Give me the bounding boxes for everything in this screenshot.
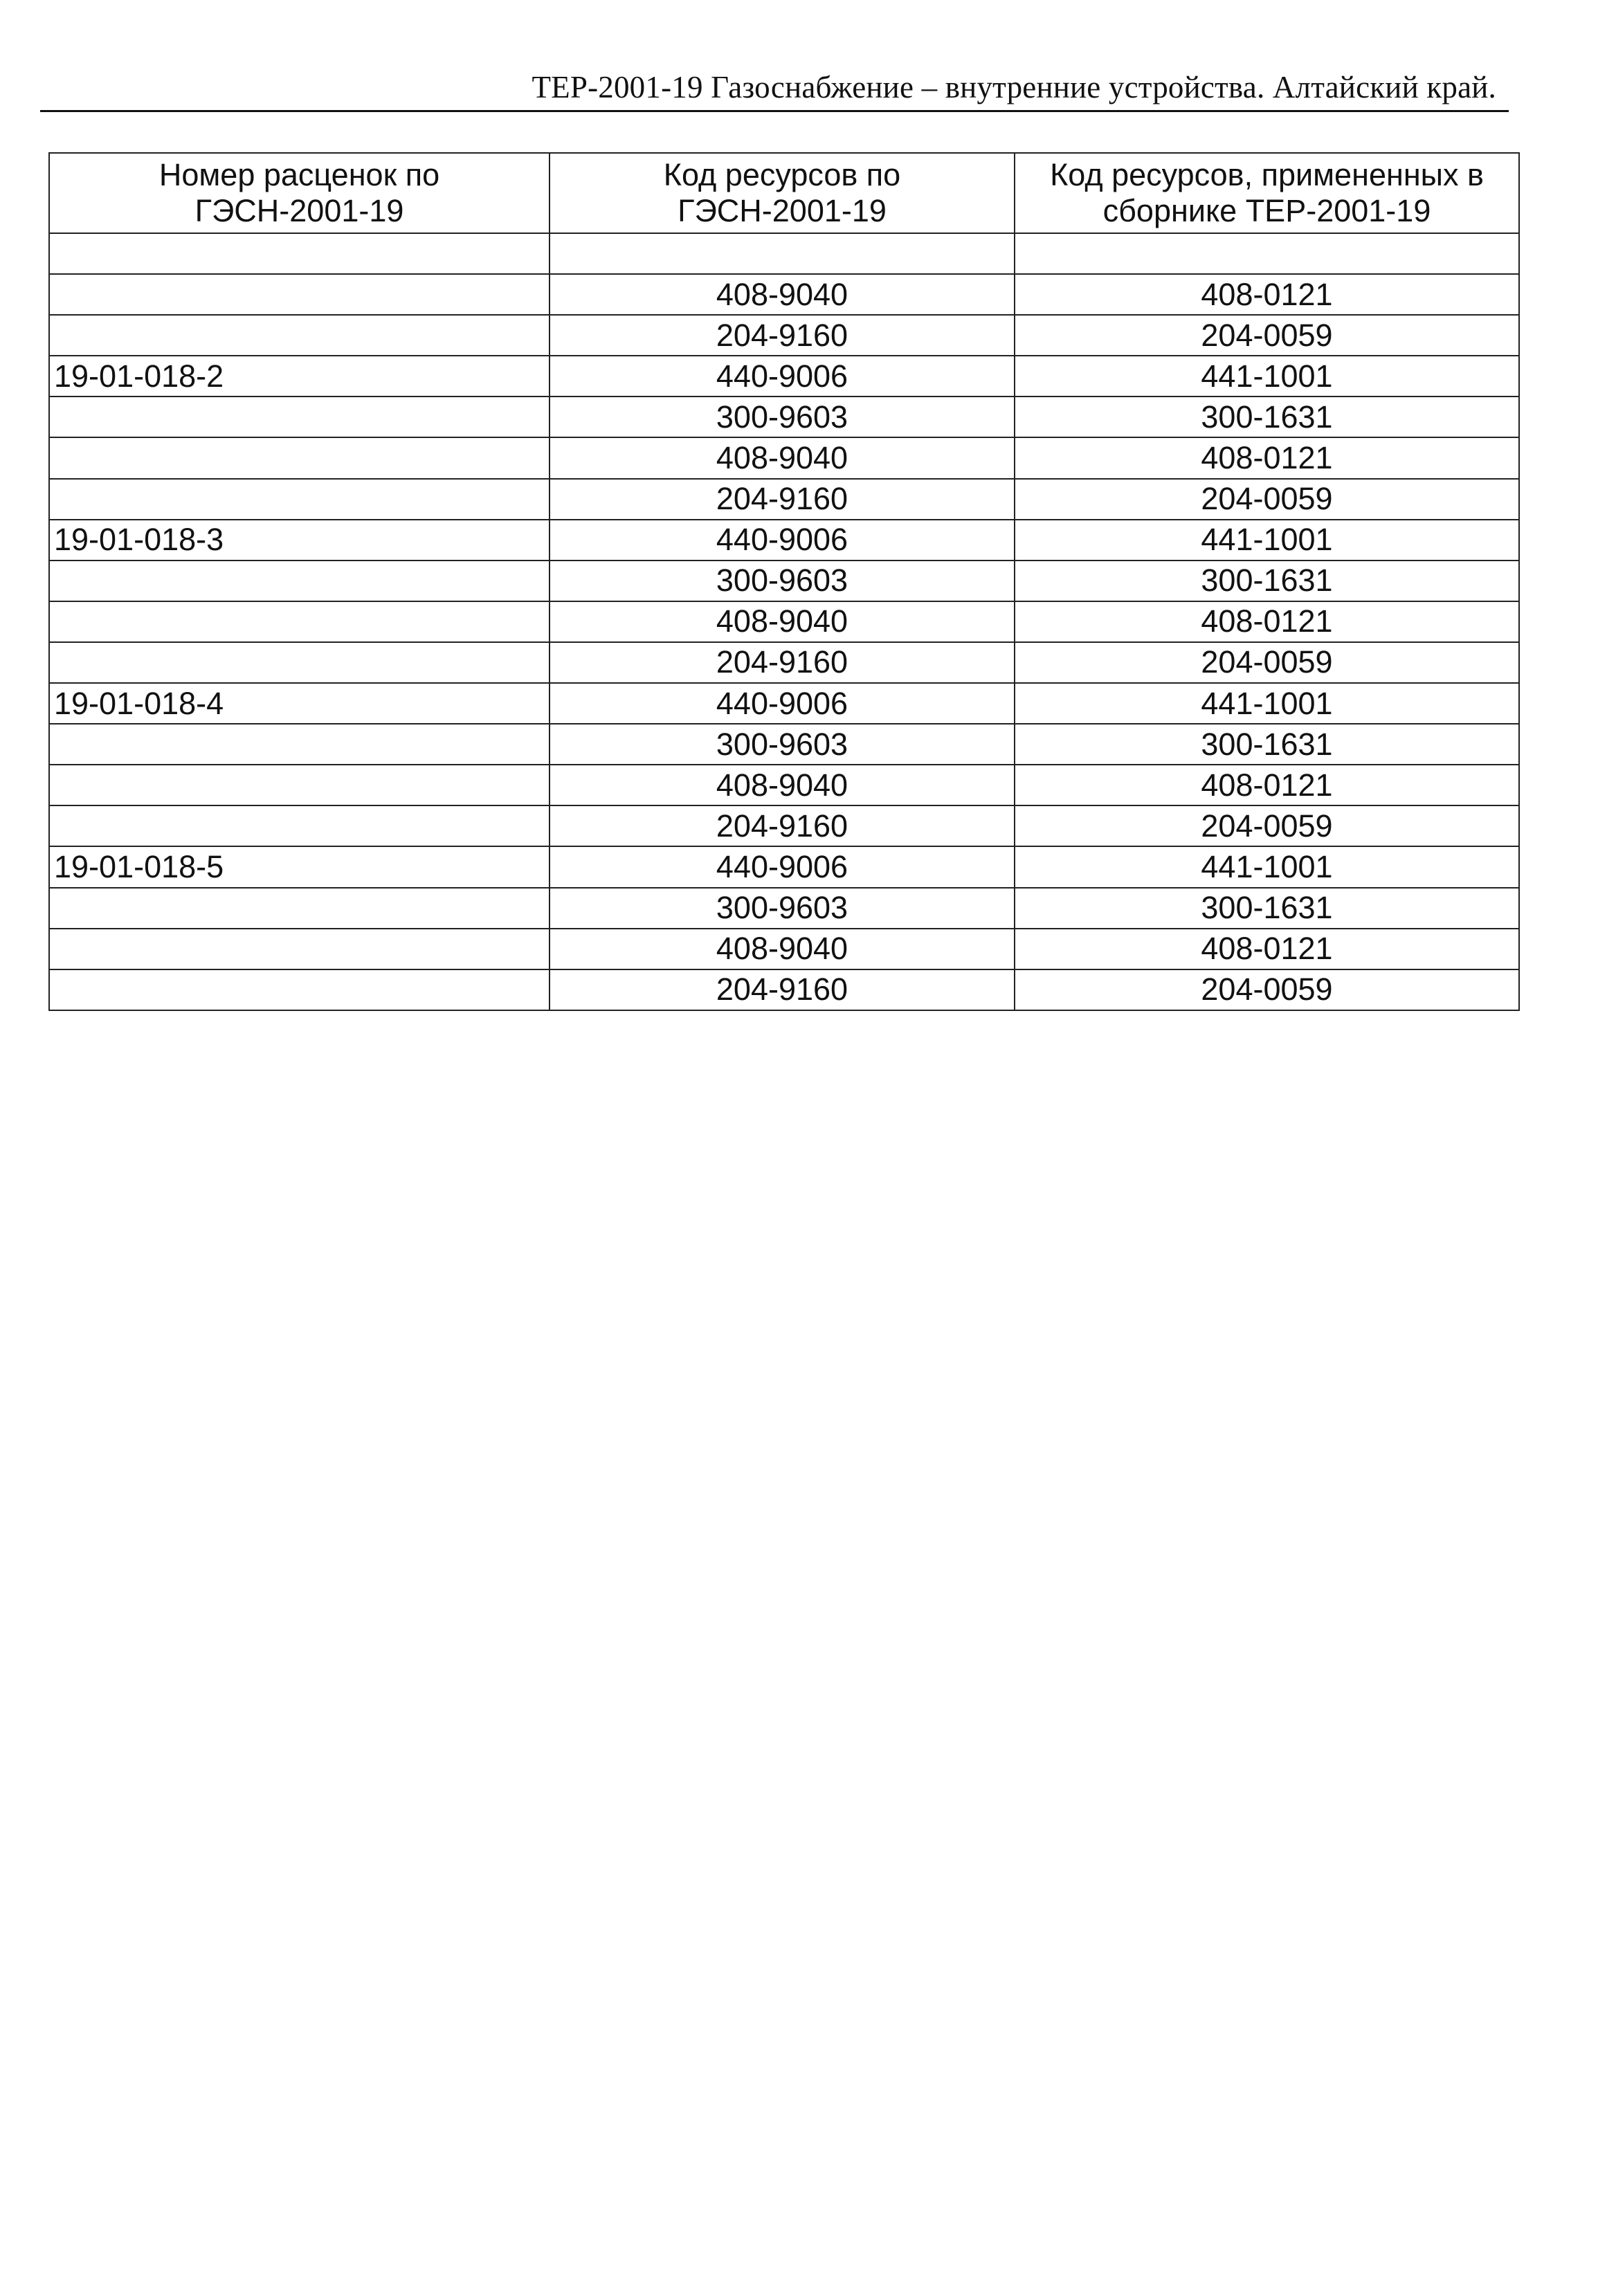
- ter-code-cell: 204-0059: [1015, 479, 1519, 520]
- column-header-line: ГЭСН-2001-19: [194, 193, 404, 228]
- column-header-ter-code: [1015, 153, 1519, 233]
- rate-number-cell: [49, 929, 550, 969]
- ter-code-cell: 300-1631: [1015, 561, 1519, 601]
- gesn-code-cell: 408-9040: [550, 437, 1015, 478]
- gesn-code-cell: 300-9603: [550, 888, 1015, 929]
- table-row: [49, 437, 1519, 478]
- ter-code-cell: 441-1001: [1015, 683, 1519, 724]
- gesn-code-cell: 440-9006: [550, 683, 1015, 724]
- column-header-line: ГЭСН-2001-19: [678, 193, 887, 228]
- table-row: [49, 520, 1519, 561]
- rate-number-cell: [49, 805, 550, 846]
- gesn-code-cell: 440-9006: [550, 356, 1015, 397]
- table-row: [49, 561, 1519, 601]
- table-header-row: [49, 153, 1519, 233]
- gesn-code-cell: 300-9603: [550, 397, 1015, 437]
- gesn-code-cell: [550, 233, 1015, 274]
- ter-code-cell: 204-0059: [1015, 969, 1519, 1010]
- ter-code-cell: 204-0059: [1015, 642, 1519, 683]
- rate-number-cell: [49, 397, 550, 437]
- table-row: [49, 724, 1519, 765]
- rate-number-cell: 19-01-018-2: [49, 356, 550, 397]
- table-row: [49, 683, 1519, 724]
- rate-number-cell: [49, 888, 550, 929]
- table-row: [49, 233, 1519, 274]
- ter-code-cell: 300-1631: [1015, 888, 1519, 929]
- ter-code-cell: 441-1001: [1015, 520, 1519, 561]
- table-row: [49, 765, 1519, 805]
- rate-number-cell: [49, 479, 550, 520]
- table-row: [49, 315, 1519, 356]
- column-header-line: Номер расценок по: [158, 157, 440, 192]
- ter-code-cell: 300-1631: [1015, 724, 1519, 765]
- gesn-code-cell: 204-9160: [550, 805, 1015, 846]
- ter-code-cell: 441-1001: [1015, 846, 1519, 887]
- column-header-rate-number: [49, 153, 550, 233]
- rate-number-cell: [49, 724, 550, 765]
- resource-codes-table: [48, 152, 1520, 1011]
- ter-code-cell: 408-0121: [1015, 765, 1519, 805]
- column-header-line: Код ресурсов, примененных в: [1050, 157, 1484, 192]
- gesn-code-cell: 300-9603: [550, 724, 1015, 765]
- table-row: [49, 601, 1519, 642]
- rate-number-cell: 19-01-018-4: [49, 683, 550, 724]
- table-row: [49, 805, 1519, 846]
- ter-code-cell: 408-0121: [1015, 437, 1519, 478]
- gesn-code-cell: 300-9603: [550, 561, 1015, 601]
- gesn-code-cell: 440-9006: [550, 520, 1015, 561]
- table-row: [49, 397, 1519, 437]
- table-row: [49, 929, 1519, 969]
- rate-number-cell: 19-01-018-3: [49, 520, 550, 561]
- rate-number-cell: [49, 969, 550, 1010]
- gesn-code-cell: 204-9160: [550, 315, 1015, 356]
- ter-code-cell: 300-1631: [1015, 397, 1519, 437]
- ter-code-cell: 441-1001: [1015, 356, 1519, 397]
- page-title: ТЕР-2001-19 Газоснабжение – внутренние устройства. Алтайский край.: [532, 70, 1496, 104]
- rate-number-cell: [49, 437, 550, 478]
- rate-number-cell: [49, 642, 550, 683]
- gesn-code-cell: 440-9006: [550, 846, 1015, 887]
- rate-number-cell: 19-01-018-5: [49, 846, 550, 887]
- column-header-line: Код ресурсов по: [663, 157, 901, 192]
- ter-code-cell: 408-0121: [1015, 601, 1519, 642]
- table-row: [49, 642, 1519, 683]
- gesn-code-cell: 408-9040: [550, 274, 1015, 315]
- table-row: [49, 479, 1519, 520]
- ter-code-cell: 408-0121: [1015, 929, 1519, 969]
- table-row: [49, 969, 1519, 1010]
- ter-code-cell: 204-0059: [1015, 315, 1519, 356]
- rate-number-cell: [49, 274, 550, 315]
- page-header: [40, 66, 1509, 112]
- rate-number-cell: [49, 765, 550, 805]
- gesn-code-cell: 204-9160: [550, 642, 1015, 683]
- gesn-code-cell: 408-9040: [550, 929, 1015, 969]
- ter-code-cell: 204-0059: [1015, 805, 1519, 846]
- rate-number-cell: [49, 233, 550, 274]
- gesn-code-cell: 204-9160: [550, 479, 1015, 520]
- gesn-code-cell: 408-9040: [550, 765, 1015, 805]
- rate-number-cell: [49, 315, 550, 356]
- column-header-gesn-code: [550, 153, 1015, 233]
- gesn-code-cell: 408-9040: [550, 601, 1015, 642]
- table-body: [49, 233, 1519, 1010]
- rate-number-cell: [49, 561, 550, 601]
- ter-code-cell: 408-0121: [1015, 274, 1519, 315]
- column-header-line: сборнике ТЕР-2001-19: [1102, 193, 1431, 228]
- ter-code-cell: [1015, 233, 1519, 274]
- gesn-code-cell: 204-9160: [550, 969, 1015, 1010]
- table-row: [49, 888, 1519, 929]
- rate-number-cell: [49, 601, 550, 642]
- table-row: [49, 356, 1519, 397]
- table-row: [49, 274, 1519, 315]
- table-row: [49, 846, 1519, 887]
